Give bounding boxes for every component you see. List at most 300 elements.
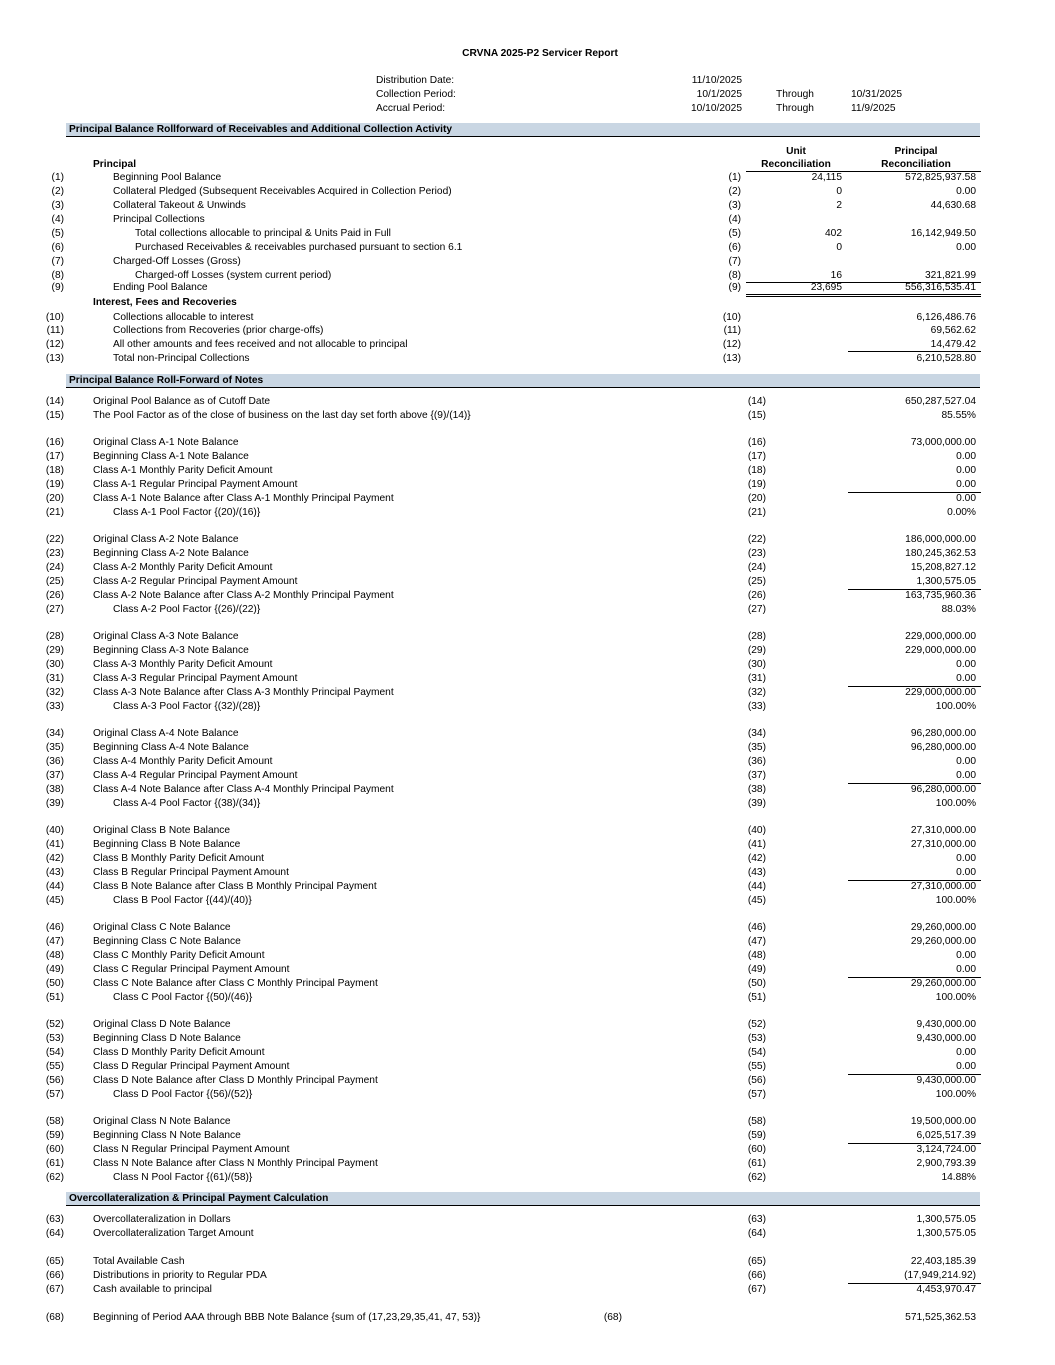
line-number: (52)	[45, 1019, 64, 1030]
line-number: (23)	[45, 548, 64, 559]
line-label: Original Class B Note Balance	[93, 825, 231, 836]
amount-value: 0.00	[956, 451, 976, 462]
line-label: Class A-3 Monthly Parity Deficit Amount	[93, 659, 273, 670]
line-number: (37)	[45, 770, 64, 781]
line-ref: (19)	[747, 479, 766, 490]
line-ref: (21)	[747, 507, 766, 518]
line-number: (20)	[45, 493, 64, 504]
line-ref: (31)	[747, 673, 766, 684]
line-number: (18)	[45, 465, 64, 476]
underline-rule	[848, 1143, 981, 1144]
amount-value: 100.00%	[935, 1089, 976, 1100]
accrual-period-end: 11/9/2025	[851, 103, 896, 114]
line-number: (8)	[51, 270, 64, 281]
line-number: (11)	[46, 325, 64, 336]
line-ref: (20)	[747, 493, 766, 504]
line-ref: (27)	[747, 604, 766, 615]
line-label: Beginning Class A-2 Note Balance	[93, 548, 249, 559]
line-ref: (10)	[722, 312, 741, 323]
amount-value: 14,479.42	[930, 339, 976, 350]
line-number: (15)	[45, 410, 64, 421]
amount-value: 69,562.62	[930, 325, 976, 336]
amount-value: 29,260,000.00	[910, 978, 976, 989]
line-ref: (41)	[747, 839, 766, 850]
amount-value: 2,900,793.39	[916, 1158, 976, 1169]
amount-value: 229,000,000.00	[905, 687, 976, 698]
distribution-date-value: 11/10/2025	[691, 75, 742, 86]
line-ref: (28)	[747, 631, 766, 642]
underline-rule	[848, 1074, 981, 1075]
amount-value: 0.00%	[947, 507, 976, 518]
line-label: Cash available to principal	[93, 1284, 212, 1295]
unit-value: 402	[825, 228, 842, 239]
line-ref: (38)	[747, 784, 766, 795]
line-number: (45)	[45, 895, 64, 906]
line-number: (50)	[45, 978, 64, 989]
line-ref: (60)	[747, 1144, 766, 1155]
line-label: Class A-4 Pool Factor {(38)/(34)}	[113, 798, 261, 809]
line-label: Class A-3 Regular Principal Payment Amount	[93, 673, 298, 684]
distribution-date-label: Distribution Date:	[376, 75, 455, 86]
amount-value: 0.00	[956, 867, 976, 878]
line-number: (33)	[45, 701, 64, 712]
line-label: Class C Regular Principal Payment Amount	[93, 964, 290, 975]
unit-value: 24,115	[811, 172, 842, 183]
amount-value: 0.00	[956, 950, 976, 961]
line-ref: (47)	[747, 936, 766, 947]
line-number: (22)	[45, 534, 64, 545]
line-number: (53)	[45, 1033, 64, 1044]
line-label: Beginning Pool Balance	[113, 172, 222, 183]
unit-value: 0	[836, 186, 842, 197]
line-ref: (7)	[728, 256, 741, 267]
line-ref: (55)	[747, 1061, 766, 1072]
line-ref: (1)	[728, 172, 741, 183]
line-ref: (32)	[747, 687, 766, 698]
line-ref: (42)	[747, 853, 766, 864]
line-number: (57)	[45, 1089, 64, 1100]
amount-value: 571,525,362.53	[905, 1312, 976, 1323]
line-number: (25)	[45, 576, 64, 587]
line-ref: (57)	[747, 1089, 766, 1100]
amount-value: 100.00%	[935, 701, 976, 712]
line-number: (60)	[45, 1144, 64, 1155]
section-banner-label: Principal Balance Rollforward of Receivables and Additional Collection Activity	[69, 124, 453, 135]
line-ref: (67)	[747, 1284, 766, 1295]
line-ref: (3)	[728, 200, 741, 211]
line-ref: (50)	[747, 978, 766, 989]
collection-period-start: 10/1/2025	[696, 89, 742, 100]
line-label: Overcollateralization Target Amount	[93, 1228, 254, 1239]
line-ref: (2)	[728, 186, 741, 197]
line-ref: (6)	[728, 242, 741, 253]
amount-value: 229,000,000.00	[905, 645, 976, 656]
line-ref: (49)	[747, 964, 766, 975]
line-number: (29)	[45, 645, 64, 656]
line-number: (31)	[45, 673, 64, 684]
line-label: Overcollateralization in Dollars	[93, 1214, 231, 1225]
line-label: Beginning Class N Note Balance	[93, 1130, 241, 1141]
accrual-period-start: 10/10/2025	[691, 103, 742, 114]
line-number: (21)	[45, 507, 64, 518]
amount-value: 27,310,000.00	[910, 839, 976, 850]
line-label: Charged-Off Losses (Gross)	[113, 256, 241, 267]
line-number: (54)	[45, 1047, 64, 1058]
line-ref: (39)	[747, 798, 766, 809]
amount-value: 321,821.99	[925, 270, 976, 281]
line-ref: (12)	[722, 339, 741, 350]
line-label: Class C Note Balance after Class C Monthly Principal Payment	[93, 978, 378, 989]
accrual-period-through: Through	[776, 103, 814, 114]
amount-value: 73,000,000.00	[910, 437, 976, 448]
line-label: Original Class D Note Balance	[93, 1019, 231, 1030]
line-number: (41)	[45, 839, 64, 850]
principal-col-subheader: Reconciliation	[881, 159, 951, 170]
line-label: Original Class A-4 Note Balance	[93, 728, 239, 739]
amount-value: 85.55%	[941, 410, 976, 421]
line-number: (44)	[45, 881, 64, 892]
line-number: (7)	[51, 256, 64, 267]
line-number: (6)	[51, 242, 64, 253]
line-ref: (54)	[747, 1047, 766, 1058]
underline-rule	[848, 977, 981, 978]
line-label: Original Class A-3 Note Balance	[93, 631, 239, 642]
line-ref: (46)	[747, 922, 766, 933]
underline-rule	[848, 1283, 981, 1284]
line-label: Class A-1 Note Balance after Class A-1 Monthly Principal Payment	[93, 493, 394, 504]
underline-rule	[746, 294, 981, 295]
line-ref: (23)	[747, 548, 766, 559]
line-label: Beginning Class A-1 Note Balance	[93, 451, 249, 462]
amount-value: 0.00	[956, 186, 976, 197]
amount-value: 0.00	[956, 770, 976, 781]
line-ref: (45)	[747, 895, 766, 906]
line-ref: (26)	[747, 590, 766, 601]
line-number: (13)	[45, 353, 64, 364]
line-label: The Pool Factor as of the close of business on the last day set forth above {(9)/(14)}	[93, 410, 471, 421]
unit-col-header: Unit	[786, 146, 806, 157]
line-ref: (37)	[747, 770, 766, 781]
collection-period-through: Through	[776, 89, 814, 100]
principal-col-header: Principal	[894, 146, 938, 157]
amount-value: 1,300,575.05	[916, 1228, 976, 1239]
line-ref: (61)	[747, 1158, 766, 1169]
line-number: (38)	[45, 784, 64, 795]
amount-value: 6,126,486.76	[916, 312, 976, 323]
line-number: (24)	[45, 562, 64, 573]
line-number: (68)	[45, 1312, 64, 1323]
line-ref: (11)	[723, 325, 741, 336]
amount-value: 22,403,185.39	[910, 1256, 976, 1267]
line-label: Principal Collections	[113, 214, 205, 225]
line-number: (14)	[45, 396, 64, 407]
line-ref: (63)	[747, 1214, 766, 1225]
line-label: Collections allocable to interest	[113, 312, 254, 323]
amount-value: 163,735,960.36	[905, 590, 976, 601]
line-number: (62)	[45, 1172, 64, 1183]
line-label: Class A-4 Note Balance after Class A-4 Monthly Principal Payment	[93, 784, 394, 795]
line-number: (9)	[51, 282, 64, 293]
line-label: Class A-3 Pool Factor {(32)/(28)}	[113, 701, 261, 712]
line-label: Class A-4 Monthly Parity Deficit Amount	[93, 756, 273, 767]
amount-value: 0.00	[956, 1061, 976, 1072]
amount-value: 6,025,517.39	[916, 1130, 976, 1141]
line-number: (48)	[45, 950, 64, 961]
amount-value: 0.00	[956, 853, 976, 864]
line-number: (2)	[51, 186, 64, 197]
line-number: (39)	[45, 798, 64, 809]
line-ref: (43)	[747, 867, 766, 878]
line-label: Class B Pool Factor {(44)/(40)}	[113, 895, 252, 906]
line-number: (47)	[45, 936, 64, 947]
amount-value: 27,310,000.00	[910, 881, 976, 892]
underline-rule	[848, 589, 981, 590]
line-ref: (5)	[728, 228, 741, 239]
line-number: (49)	[45, 964, 64, 975]
line-number: (61)	[45, 1158, 64, 1169]
line-label: Beginning Class D Note Balance	[93, 1033, 241, 1044]
unit-col-subheader: Reconciliation	[761, 159, 831, 170]
amount-value: 650,287,527.04	[905, 396, 976, 407]
line-label: Class A-2 Regular Principal Payment Amount	[93, 576, 298, 587]
line-number: (3)	[51, 200, 64, 211]
line-label: Class N Regular Principal Payment Amount	[93, 1144, 290, 1155]
line-number: (30)	[45, 659, 64, 670]
line-label: Beginning Class A-3 Note Balance	[93, 645, 249, 656]
line-number: (63)	[45, 1214, 64, 1225]
line-ref: (24)	[747, 562, 766, 573]
line-label: Original Class A-1 Note Balance	[93, 437, 239, 448]
amount-value: 4,453,970.47	[916, 1284, 976, 1295]
line-label: Ending Pool Balance	[113, 282, 208, 293]
line-number: (17)	[45, 451, 64, 462]
line-number: (27)	[45, 604, 64, 615]
line-label: Total non-Principal Collections	[113, 353, 250, 364]
line-number: (1)	[51, 172, 64, 183]
amount-value: 100.00%	[935, 798, 976, 809]
underline-rule	[848, 783, 981, 784]
line-label: Collections from Recoveries (prior charge-offs)	[113, 325, 324, 336]
underline-rule	[746, 282, 981, 283]
amount-value: 19,500,000.00	[910, 1116, 976, 1127]
line-label: All other amounts and fees received and not allocable to principal	[113, 339, 408, 350]
amount-value: 27,310,000.00	[910, 825, 976, 836]
line-label: Original Class C Note Balance	[93, 922, 231, 933]
amount-value: 9,430,000.00	[916, 1019, 976, 1030]
amount-value: 229,000,000.00	[905, 631, 976, 642]
line-number: (19)	[45, 479, 64, 490]
line-ref: (33)	[747, 701, 766, 712]
line-number: (66)	[45, 1270, 64, 1281]
line-label: Class B Note Balance after Class B Monthly Principal Payment	[93, 881, 377, 892]
amount-value: 0.00	[956, 659, 976, 670]
line-label: Class D Regular Principal Payment Amount	[93, 1061, 290, 1072]
line-ref: (48)	[747, 950, 766, 961]
amount-value: 0.00	[956, 1047, 976, 1058]
unit-value: 0	[836, 242, 842, 253]
unit-value: 2	[836, 200, 842, 211]
section-banner-receivables	[66, 123, 980, 137]
line-number: (26)	[45, 590, 64, 601]
line-label: Class B Regular Principal Payment Amount	[93, 867, 289, 878]
line-label: Distributions in priority to Regular PDA	[93, 1270, 267, 1281]
underline-rule	[848, 351, 981, 352]
amount-value: 180,245,362.53	[905, 548, 976, 559]
section-banner-label: Principal Balance Roll-Forward of Notes	[69, 375, 264, 386]
collection-period-label: Collection Period:	[376, 89, 456, 100]
line-number: (64)	[45, 1228, 64, 1239]
line-number: (43)	[45, 867, 64, 878]
amount-value: 9,430,000.00	[916, 1033, 976, 1044]
line-number: (12)	[45, 339, 64, 350]
line-ref: (36)	[747, 756, 766, 767]
line-number: (32)	[45, 687, 64, 698]
amount-value: 0.00	[956, 242, 976, 253]
line-ref: (40)	[747, 825, 766, 836]
line-label: Charged-off Losses (system current period)	[135, 270, 332, 281]
line-label: Class A-1 Monthly Parity Deficit Amount	[93, 465, 273, 476]
amount-value: 44,630.68	[930, 200, 976, 211]
amount-value: 572,825,937.58	[905, 172, 976, 183]
line-label: Class A-2 Note Balance after Class A-2 Monthly Principal Payment	[93, 590, 394, 601]
line-number: (65)	[45, 1256, 64, 1267]
line-ref: (8)	[728, 270, 741, 281]
line-ref: (16)	[747, 437, 766, 448]
line-label: Class D Note Balance after Class D Monthly Principal Payment	[93, 1075, 378, 1086]
amount-value: 9,430,000.00	[916, 1075, 976, 1086]
unit-value: 16	[830, 270, 842, 281]
amount-value: 186,000,000.00	[905, 534, 976, 545]
line-number: (4)	[51, 214, 64, 225]
line-ref: (14)	[747, 396, 766, 407]
underline-rule	[848, 686, 981, 687]
report-title: CRVNA 2025-P2 Servicer Report	[462, 48, 618, 59]
accrual-period-label: Accrual Period:	[376, 103, 446, 114]
line-ref: (17)	[747, 451, 766, 462]
line-number: (35)	[45, 742, 64, 753]
line-ref: (58)	[747, 1116, 766, 1127]
amount-value: 100.00%	[935, 992, 976, 1003]
line-label: Beginning Class A-4 Note Balance	[93, 742, 249, 753]
amount-value: 100.00%	[935, 895, 976, 906]
line-label: Class C Monthly Parity Deficit Amount	[93, 950, 265, 961]
line-label: Class C Pool Factor {(50)/(46)}	[113, 992, 253, 1003]
amount-value: (17,949,214.92)	[904, 1270, 976, 1281]
line-label: Collateral Pledged (Subsequent Receivables Acquired in Collection Period)	[113, 186, 452, 197]
line-number: (67)	[45, 1284, 64, 1295]
interest-heading: Interest, Fees and Recoveries	[93, 297, 237, 308]
amount-value: 15,208,827.12	[910, 562, 976, 573]
line-label: Class A-4 Regular Principal Payment Amount	[93, 770, 298, 781]
line-ref: (30)	[747, 659, 766, 670]
line-ref: (68)	[603, 1312, 622, 1323]
unit-value: 23,695	[810, 282, 842, 293]
line-ref: (56)	[747, 1075, 766, 1086]
amount-value: 29,260,000.00	[910, 922, 976, 933]
amount-value: 0.00	[956, 465, 976, 476]
line-ref: (62)	[747, 1172, 766, 1183]
line-number: (40)	[45, 825, 64, 836]
collection-period-end: 10/31/2025	[851, 89, 902, 100]
line-number: (59)	[45, 1130, 64, 1141]
amount-value: 556,316,535.41	[905, 282, 976, 293]
line-label: Total collections allocable to principal & Units Paid in Full	[135, 228, 391, 239]
line-number: (5)	[51, 228, 64, 239]
amount-value: 88.03%	[941, 604, 976, 615]
line-number: (58)	[45, 1116, 64, 1127]
line-label: Purchased Receivables & receivables purchased pursuant to section 6.1	[135, 242, 463, 253]
line-ref: (4)	[728, 214, 741, 225]
amount-value: 96,280,000.00	[910, 728, 976, 739]
amount-value: 6,210,528.80	[916, 353, 976, 364]
line-label: Collateral Takeout & Unwinds	[113, 200, 246, 211]
line-ref: (22)	[747, 534, 766, 545]
line-ref: (29)	[747, 645, 766, 656]
amount-value: 96,280,000.00	[910, 742, 976, 753]
line-label: Class A-2 Monthly Parity Deficit Amount	[93, 562, 273, 573]
line-label: Beginning of Period AAA through BBB Note Balance {sum of (17,23,29,35,41, 47, 53)}	[93, 1312, 481, 1323]
amount-value: 96,280,000.00	[910, 784, 976, 795]
line-number: (46)	[45, 922, 64, 933]
amount-value: 1,300,575.05	[916, 576, 976, 587]
underline-rule	[848, 880, 981, 881]
section-banner-notes	[66, 374, 980, 388]
line-ref: (15)	[747, 410, 766, 421]
amount-value: 0.00	[956, 756, 976, 767]
line-ref: (25)	[747, 576, 766, 587]
line-ref: (35)	[747, 742, 766, 753]
amount-value: 0.00	[956, 673, 976, 684]
section-banner-overcollateralization	[66, 1192, 980, 1206]
line-number: (10)	[45, 312, 64, 323]
line-number: (16)	[45, 437, 64, 448]
amount-value: 16,142,949.50	[910, 228, 976, 239]
amount-value: 29,260,000.00	[910, 936, 976, 947]
section-banner-label: Overcollateralization & Principal Payment Calculation	[69, 1193, 329, 1204]
line-number: (55)	[45, 1061, 64, 1072]
line-label: Class N Pool Factor {(61)/(58)}	[113, 1172, 253, 1183]
line-label: Original Class N Note Balance	[93, 1116, 231, 1127]
line-label: Original Pool Balance as of Cutoff Date	[93, 396, 271, 407]
line-label: Beginning Class B Note Balance	[93, 839, 241, 850]
line-label: Class A-2 Pool Factor {(26)/(22)}	[113, 604, 261, 615]
line-label: Class A-3 Note Balance after Class A-3 Monthly Principal Payment	[93, 687, 394, 698]
line-number: (34)	[45, 728, 64, 739]
underline-rule	[848, 492, 981, 493]
line-label: Class A-1 Regular Principal Payment Amount	[93, 479, 298, 490]
amount-value: 1,300,575.05	[916, 1214, 976, 1225]
amount-value: 14.88%	[941, 1172, 976, 1183]
underline-rule	[746, 296, 981, 297]
line-label: Class D Pool Factor {(56)/(52)}	[113, 1089, 253, 1100]
line-ref: (65)	[747, 1256, 766, 1267]
line-label: Class N Note Balance after Class N Monthly Principal Payment	[93, 1158, 378, 1169]
line-ref: (13)	[722, 353, 741, 364]
line-number: (56)	[45, 1075, 64, 1086]
line-ref: (66)	[747, 1270, 766, 1281]
line-label: Class B Monthly Parity Deficit Amount	[93, 853, 264, 864]
principal-heading: Principal	[93, 159, 137, 170]
line-ref: (44)	[747, 881, 766, 892]
line-label: Beginning Class C Note Balance	[93, 936, 241, 947]
line-label: Total Available Cash	[93, 1256, 185, 1267]
line-ref: (18)	[747, 465, 766, 476]
line-ref: (51)	[747, 992, 766, 1003]
amount-value: 3,124,724.00	[916, 1144, 976, 1155]
line-ref: (34)	[747, 728, 766, 739]
line-ref: (64)	[747, 1228, 766, 1239]
line-number: (42)	[45, 853, 64, 864]
